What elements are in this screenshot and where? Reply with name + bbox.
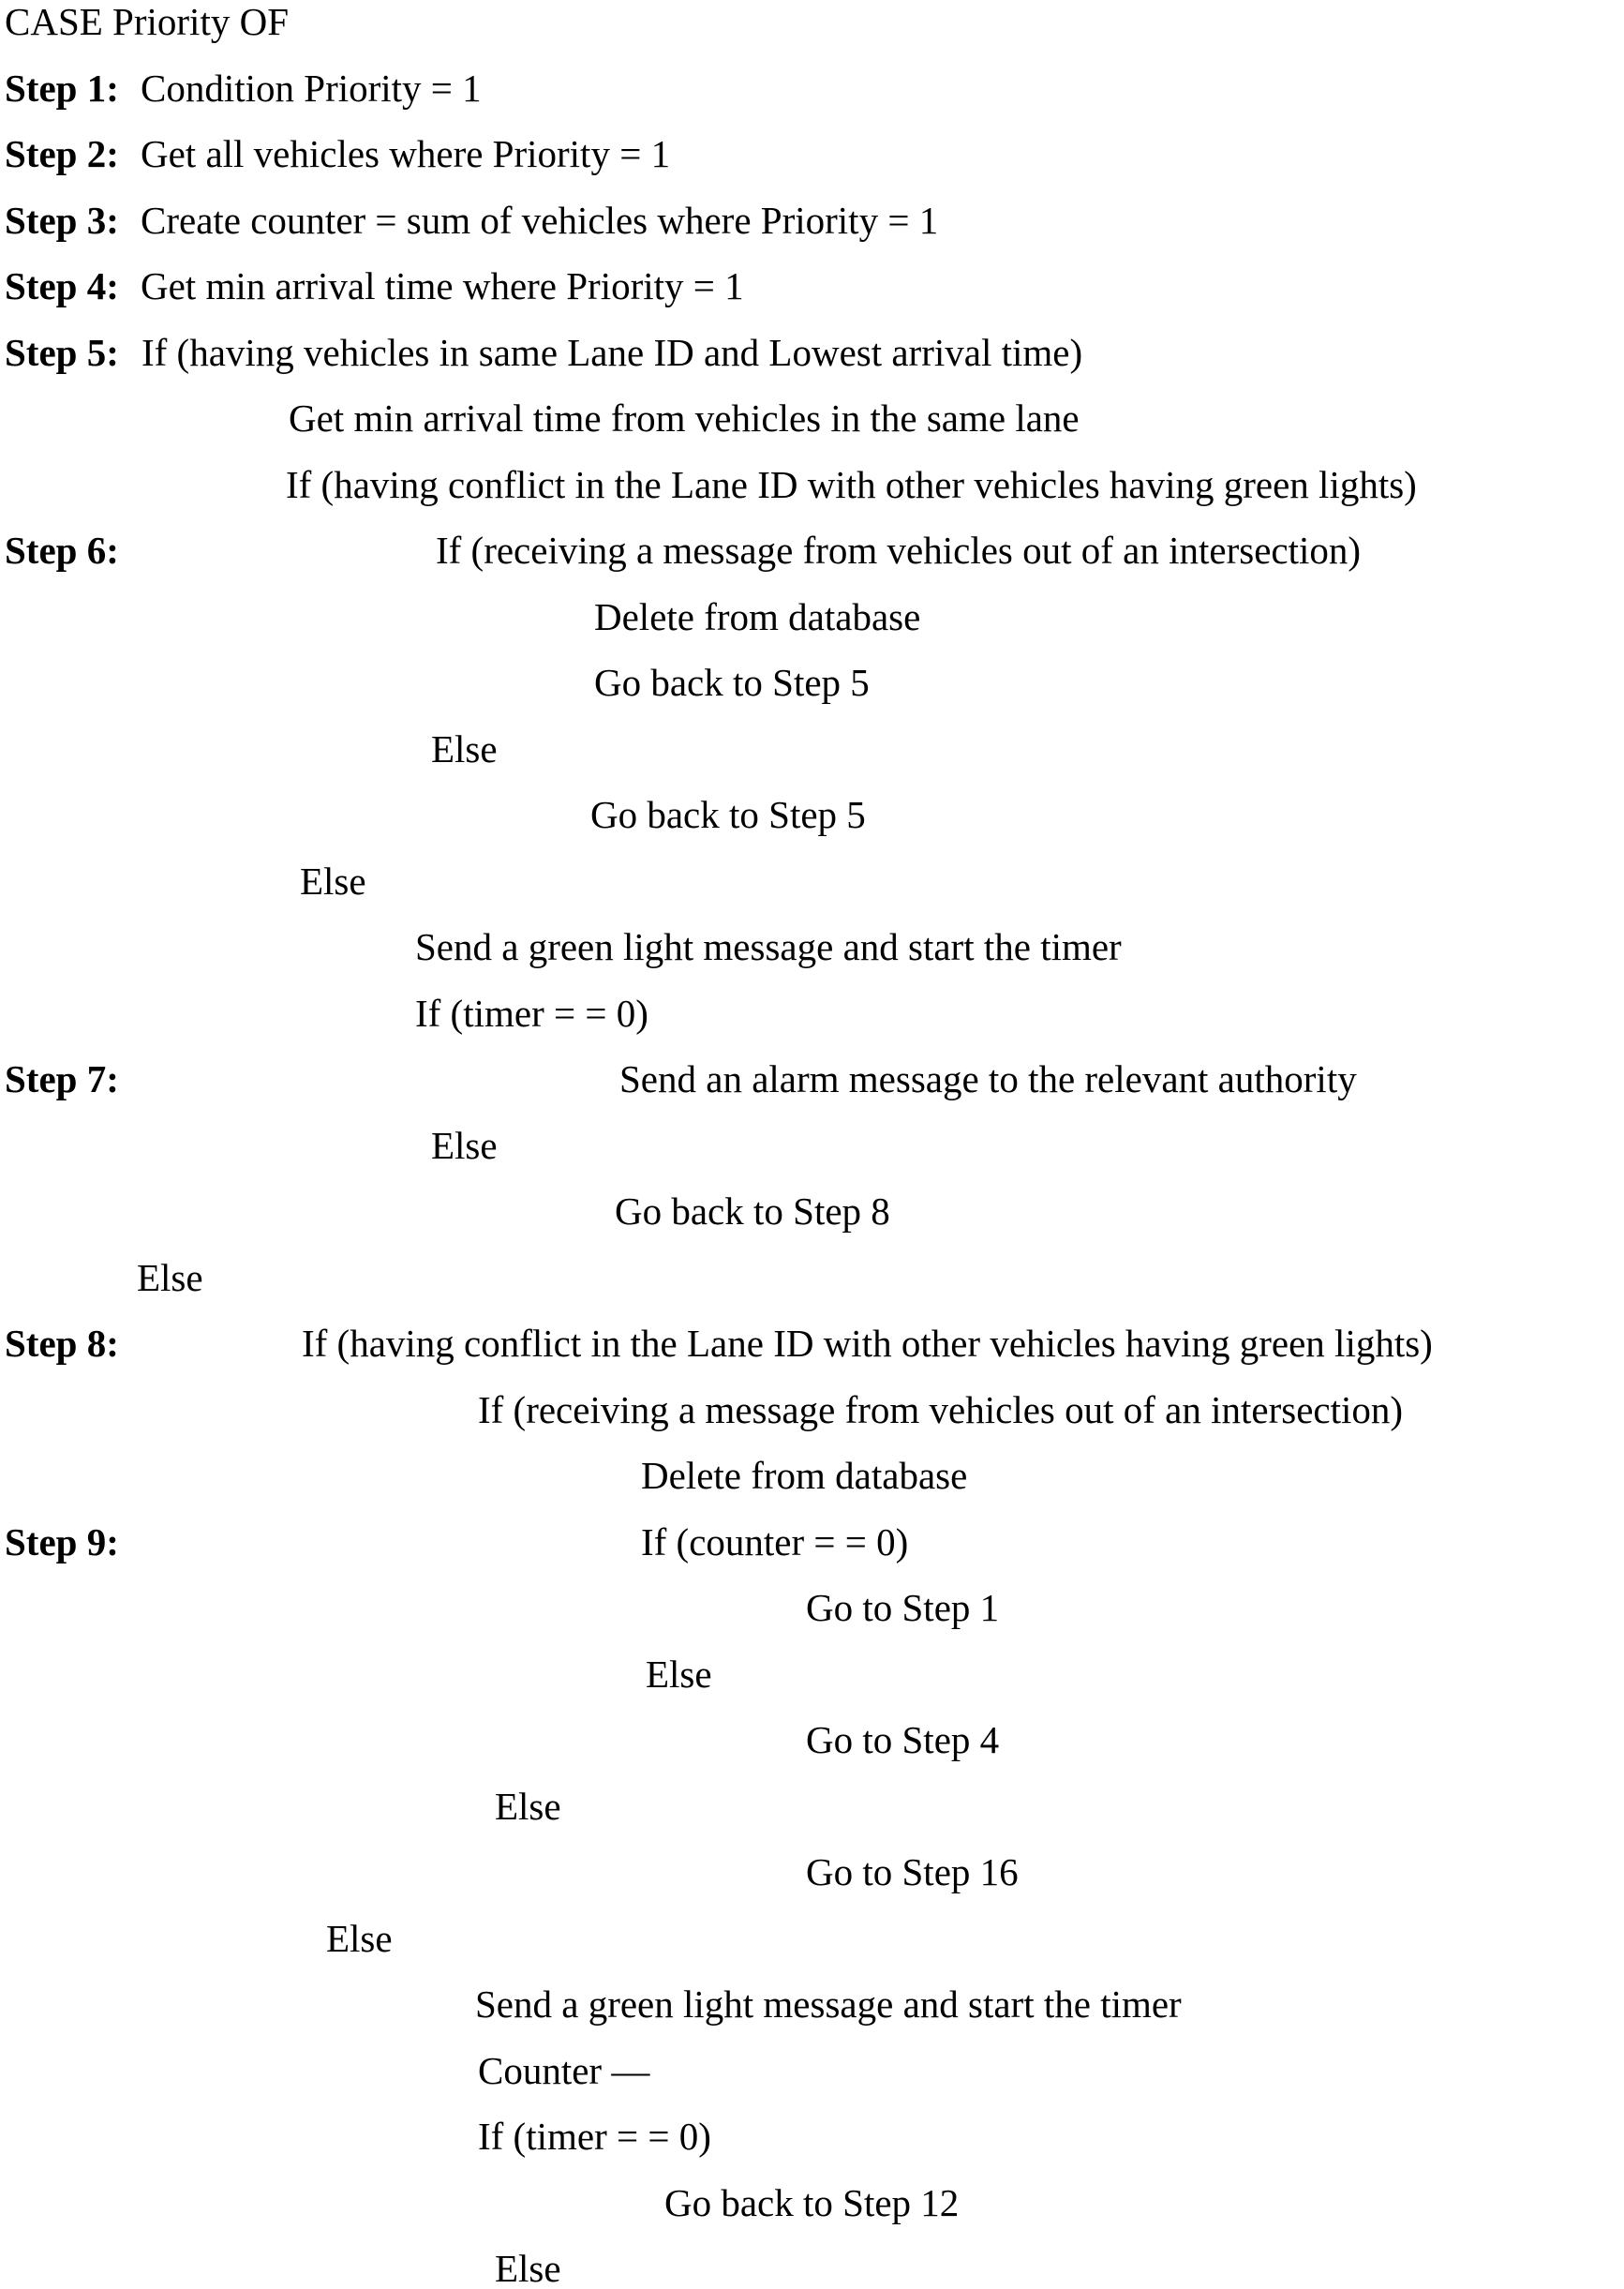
pseudocode-line — [0, 1575, 1624, 1640]
line-text: If (having conflict in the Lane ID with other vehicles having green lights) — [286, 463, 1417, 506]
line-text: Delete from database — [641, 1454, 968, 1497]
pseudocode-line — [0, 1178, 1624, 1244]
pseudocode-line — [0, 1971, 1624, 2037]
line-text: Else — [137, 1256, 203, 1299]
line-text: If (having vehicles in same Lane ID and Lowest arrival time) — [142, 331, 1083, 374]
step-3-label: Step 3: — [5, 199, 119, 242]
pseudocode-line — [0, 848, 1624, 914]
pseudocode-line — [0, 2038, 1624, 2103]
case-header: CASE Priority OF — [5, 0, 289, 43]
line-text: If (counter = = 0) — [641, 1520, 909, 1563]
pseudocode-line — [0, 1707, 1624, 1773]
pseudocode-line — [0, 452, 1624, 517]
step-7-label: Step 7: — [5, 1057, 119, 1100]
line-text: If (receiving a message from vehicles out of an intersection) — [436, 529, 1362, 572]
line-text: Go to Step 16 — [806, 1850, 1019, 1893]
step-2-label: Step 2: — [5, 132, 119, 175]
pseudocode-line — [0, 716, 1624, 782]
pseudocode-line — [0, 2170, 1624, 2236]
line-text: Condition Priority = 1 — [141, 67, 482, 110]
line-text: Go back to Step 5 — [594, 661, 870, 704]
line-text: Else — [431, 1124, 498, 1167]
pseudocode-line — [0, 320, 1624, 385]
pseudocode-line — [0, 1113, 1624, 1178]
pseudocode-line — [0, 1377, 1624, 1443]
line-text: If (timer = = 0) — [478, 2115, 711, 2158]
pseudocode-line — [0, 980, 1624, 1046]
line-text: Send a green light message and start the timer — [415, 925, 1122, 968]
line-text: Else — [300, 860, 366, 903]
line-text: Delete from database — [594, 595, 921, 638]
line-text: Else — [326, 1917, 393, 1960]
line-text: Else — [431, 727, 498, 770]
pseudocode-line — [0, 2236, 1624, 2289]
line-text: If (receiving a message from vehicles out of an intersection) — [478, 1388, 1404, 1431]
line-text: If (timer = = 0) — [415, 992, 648, 1035]
pseudocode-line — [0, 1839, 1624, 1905]
step-4-label: Step 4: — [5, 264, 119, 307]
pseudocode-line — [0, 584, 1624, 650]
step-9-label: Step 9: — [5, 1520, 119, 1563]
pseudocode-line — [0, 55, 1624, 121]
line-text: Send a green light message and start the timer — [475, 1982, 1182, 2026]
pseudocode-line — [0, 187, 1624, 253]
line-text: Get all vehicles where Priority = 1 — [141, 132, 671, 175]
line-text: Get min arrival time where Priority = 1 — [141, 264, 744, 307]
pseudocode-line — [0, 1443, 1624, 1508]
step-5-label: Step 5: — [5, 331, 119, 374]
pseudocode-line — [0, 914, 1624, 980]
pseudocode-line — [0, 1509, 1624, 1575]
line-text: Counter — — [478, 2049, 650, 2092]
line-text: Go back to Step 12 — [664, 2181, 960, 2224]
line-text: Else — [646, 1653, 712, 1696]
pseudocode-line — [0, 1245, 1624, 1310]
step-1-label: Step 1: — [5, 67, 119, 110]
pseudocode-line — [0, 0, 1624, 54]
line-text: Go back to Step 8 — [615, 1189, 890, 1233]
line-text: Go to Step 4 — [806, 1718, 1000, 1761]
line-text: Go to Step 1 — [806, 1586, 1000, 1629]
pseudocode-line — [0, 517, 1624, 583]
line-text: If (having conflict in the Lane ID with other vehicles having green lights) — [302, 1322, 1433, 1365]
line-text: Create counter = sum of vehicles where Priority = 1 — [141, 199, 939, 242]
pseudocode-line — [0, 121, 1624, 187]
pseudocode-line — [0, 1641, 1624, 1707]
pseudocode-line — [0, 1773, 1624, 1839]
pseudocode-line — [0, 650, 1624, 715]
step-8-label: Step 8: — [5, 1322, 119, 1365]
line-text: Get min arrival time from vehicles in the same lane — [289, 396, 1080, 440]
pseudocode-line — [0, 1046, 1624, 1112]
pseudocode-line — [0, 1310, 1624, 1376]
step-6-label: Step 6: — [5, 529, 119, 572]
line-text: Go back to Step 5 — [590, 793, 866, 836]
line-text: Else — [495, 2247, 561, 2289]
pseudocode-line — [0, 2103, 1624, 2169]
pseudocode-line — [0, 385, 1624, 451]
line-text: Send an alarm message to the relevant authority — [619, 1057, 1357, 1100]
line-text: Else — [495, 1785, 561, 1828]
pseudocode-line — [0, 782, 1624, 847]
pseudocode-line — [0, 1906, 1624, 1971]
pseudocode-line — [0, 253, 1624, 319]
